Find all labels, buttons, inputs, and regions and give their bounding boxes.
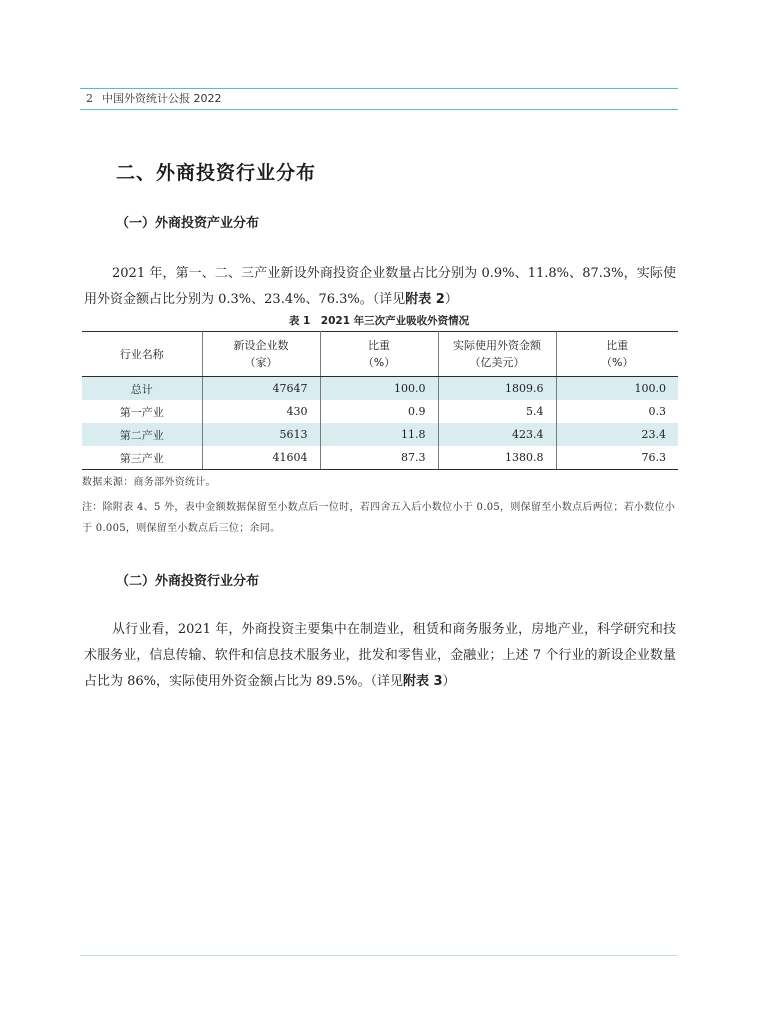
paragraph-text: 从行业看，2021 年，外商投资主要集中在制造业，租赁和商务服务业，房地产业，科学研究和技术服务业，信息传输、软件和信息技术服务业，批发和零售业，金融业；上述 7 个行业的新设企业数量占比为 86%，实际使用外资金额占比为 89.5%。（详见 <box>84 622 676 689</box>
table-cell: 第一产业 <box>82 400 202 423</box>
table-note: 注：除附表 4、5 外，表中金额数据保留至小数点后一位时，若四舍五入后小数位小于 0.05，则保留至小数点后两位；若小数位小于 0.005，则保留至小数点后三位；余同。 <box>82 502 676 534</box>
paragraph-sector <box>84 617 676 695</box>
paragraph-industry <box>84 261 676 313</box>
running-header <box>80 88 678 110</box>
table-cell: 100.0 <box>556 377 678 401</box>
appendix-ref-2[interactable]: 附表 2 <box>405 292 445 307</box>
section-title: 二、外商投资行业分布 <box>116 162 317 184</box>
subsection-title-1: （一）外商投资产业分布 <box>116 216 260 231</box>
table-cell: 41604 <box>202 446 320 470</box>
industry-table <box>82 331 678 470</box>
table-cell: 76.3 <box>556 446 678 470</box>
paragraph-close: ） <box>442 674 456 689</box>
col-header-share-firms: 比重 （%） <box>320 332 438 377</box>
table-cell: 第二产业 <box>82 423 202 446</box>
subsection-title-2: （二）外商投资行业分布 <box>116 574 260 589</box>
table-header-row <box>82 332 678 377</box>
table-cell: 1380.8 <box>438 446 556 470</box>
table-cell: 5.4 <box>438 400 556 423</box>
table-row <box>82 446 678 470</box>
table-source: 数据来源：商务部外资统计。 <box>82 477 216 488</box>
table-cell: 第三产业 <box>82 446 202 470</box>
table-cell: 87.3 <box>320 446 438 470</box>
paragraph-text: 2021 年，第一、二、三产业新设外商投资企业数量占比分别为 0.9%、11.8%、87.3%，实际使用外资金额占比分别为 0.3%、23.4%、76.3%。（详见 <box>84 266 676 307</box>
table-cell: 100.0 <box>320 377 438 401</box>
table-cell: 23.4 <box>556 423 678 446</box>
table-cell: 430 <box>202 400 320 423</box>
footer-rule <box>80 955 678 956</box>
col-header-share-amount: 比重 （%） <box>556 332 678 377</box>
col-header-new-firms: 新设企业数 （家） <box>202 332 320 377</box>
table-cell: 11.8 <box>320 423 438 446</box>
table-row <box>82 400 678 423</box>
appendix-ref-3[interactable]: 附表 3 <box>402 674 443 689</box>
table-cell: 总计 <box>82 377 202 401</box>
table-row <box>82 423 678 446</box>
publication-title: 中国外资统计公报 2022 <box>102 92 222 105</box>
paragraph-close: ） <box>444 292 458 307</box>
table-caption: 表 1 2021 年三次产业吸收外资情况 <box>288 315 470 327</box>
table-cell: 0.9 <box>320 400 438 423</box>
table-cell: 0.3 <box>648 405 666 418</box>
table-cell: 47647 <box>202 377 320 401</box>
page-number: 2 <box>86 92 93 105</box>
table-cell: 423.4 <box>438 423 556 446</box>
col-header-amount: 实际使用外资金额 （亿美元） <box>438 332 556 377</box>
table-cell: 5613 <box>202 423 320 446</box>
table-cell: 1809.6 <box>438 377 556 401</box>
col-header-industry: 行业名称 <box>82 332 202 377</box>
table-row <box>82 377 678 401</box>
